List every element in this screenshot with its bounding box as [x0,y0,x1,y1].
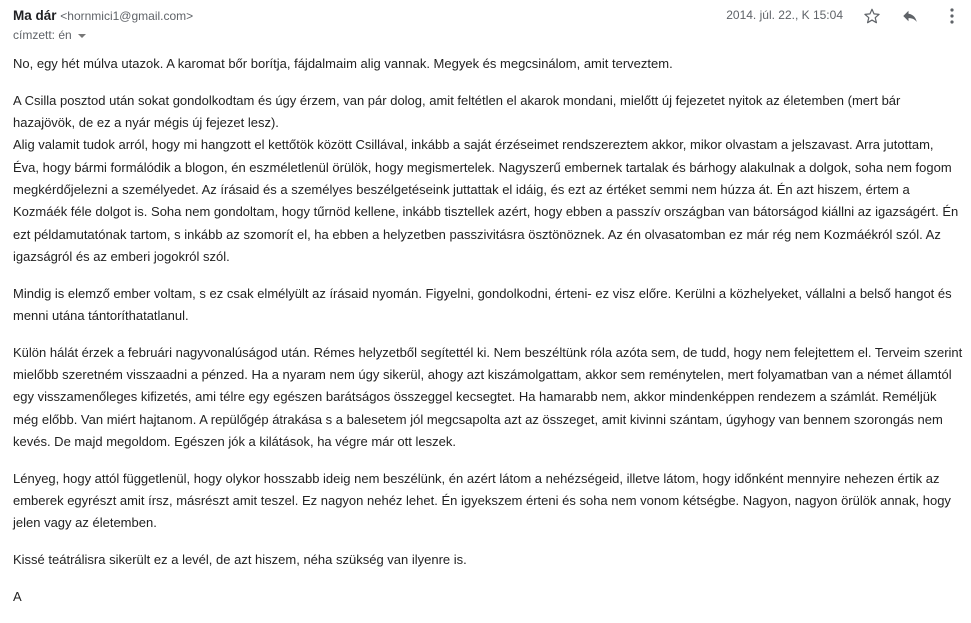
star-icon[interactable] [861,6,883,26]
paragraph-line: ezt példamutatónak tartom, s inkább az szomorít el, ha ebben a helyzetben passzivitásra ösztönöznek. Az én olvasatomban ez már rég nem Kozmáékról szól. Az [13,226,941,242]
message-paragraph [13,53,962,75]
message-paragraph [13,342,962,453]
chevron-down-icon[interactable] [78,34,86,38]
message-paragraph [13,283,962,328]
message-paragraph [13,90,962,268]
sender-name[interactable]: Ma dár [13,8,57,23]
paragraph-line: A Csilla posztod után sokat gondolkodtam és úgy érzem, van pár dolog, amit feltétlen el akarok mondani, mielőtt új fejezetet nyitok az életemben (mert bár [13,92,901,108]
paragraph-line: Külön hálát érzek a februári nagyvonalúságod után. Rémes helyzetből segítettél ki. Nem beszéltünk róla azóta sem, de tudd, hogy nem felejtettem el. Terveim szerint [13,344,963,360]
paragraph-line: még előbb. Van miért hajtanom. A repülőgép átrakása s a balesetem jól megcsapolta azt az összeget, amit kivinni szántam, úgyhogy van bennem szorongás nem [13,411,943,427]
paragraph-line: Lényeg, hogy attól függetlenül, hogy olykor hosszabb ideig nem beszélünk, én azért látom a nehézségeid, illetve látom, hogy időnként mennyire nehezen értik az [13,470,940,486]
paragraph-line: egy visszamenőleges kifizetés, ami télre egy egészen barátságos összeggel kecsegtet. Ha hamarabb nem, akkor mindenképpen rendezem a számlát. Reméljük [13,389,937,405]
recipient-label: címzett: én [13,28,72,42]
message-header [13,6,971,46]
recipient-details[interactable] [13,28,86,42]
sender-email: <hornmici1@gmail.com> [60,9,194,23]
message-paragraph [13,468,962,535]
message-paragraph [13,549,962,571]
paragraph-line: hazajövök, de ez a nyár mégis új fejezet lesz). [13,115,279,131]
paragraph-line: Kissé teátrálisra sikerült ez a levél, de azt hiszem, néha szükség van ilyenre is. [13,552,467,568]
paragraph-line: Mindig is elemző ember voltam, s ez csak elmélyült az írásaid nyomán. Figyelni, gondolkodni, érteni- ez visz előre. Kerülni a közhelyeket, vállalni a belső hangot és [13,285,952,301]
paragraph-line: emberek egyrészt amit írsz, másrészt amit teszel. Ez nagyon nehéz lehet. Én igyekszem érteni és soha nem vonom kétségbe. Nagyon, nagyon örülök annak, hogy [13,493,951,509]
paragraph-line: kevés. De majd megoldom. Egészen jók a kilátások, ha végre már ott leszek. [13,433,456,449]
more-vert-icon[interactable] [941,6,963,26]
paragraph-line: jelen vagy az életemben. [13,515,157,531]
paragraph-line: No, egy hét múlva utazok. A karomat bőr borítja, fájdalmaim alig vannak. Megyek és megcsinálom, amit terveztem. [13,56,673,71]
message-body [13,53,962,623]
message-paragraph [13,586,962,608]
sender [13,8,193,23]
paragraph-line: Alig valamit tudok arról, hogy mi hangzott el kettőtök között Csillával, inkább a saját érzéseimet rendszereztem akkor, mikor olvastam a jelszavast. Arra jutottam, [13,137,934,153]
paragraph-line: igazságról és az emberi jogokról szól. [13,248,230,264]
paragraph-line: mielőbb szeretném visszaadni a pénzed. Ha a nyaram nem úgy sikerül, ahogy azt kiszámolgattam, akkor sem reménytelen, mert folyamatban van a német államtól [13,367,952,383]
paragraph-line: Kozmáék féle dolgot is. Soha nem gondoltam, hogy tűrnöd kellene, inkább tisztellek azért, hogy ebben a passzív országban van bátorságod kiállni az igazságért. Én [13,204,959,220]
reply-icon[interactable] [899,6,921,26]
paragraph-line: megkérdőjelezni a személyedet. Az írásaid és a személyes beszélgetéseink juttattak el idáig, és ezt az értéket semmi nem húzza át. Én azt hiszem, értem a [13,181,910,197]
message-date: 2014. júl. 22., K 15:04 [726,8,843,22]
paragraph-line: menni utána tántoríthatatlanul. [13,307,189,323]
paragraph-line: A [13,588,22,604]
paragraph-line: Éva, hogy bármi formálódik a blogon, én eszméletlenül örülök, hogy megismertelek. Nagyszerű embernek tartalak és bárhogy alakulnak a dolgok, soha nem fogom [13,159,952,175]
